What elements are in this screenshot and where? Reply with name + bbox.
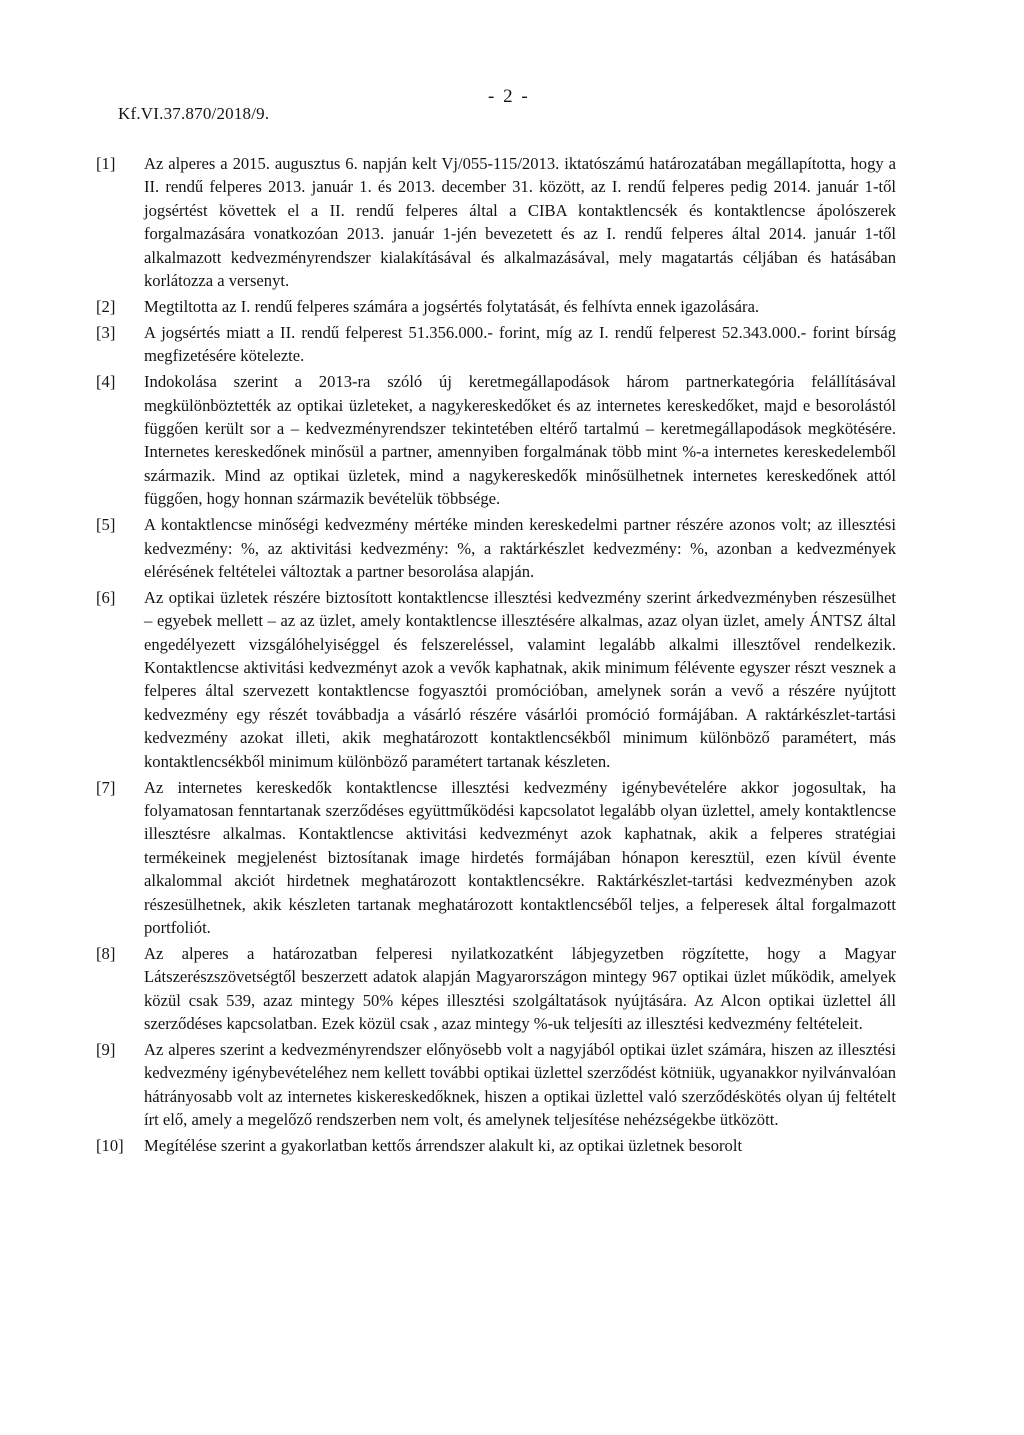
paragraph-number: [2] <box>96 296 116 316</box>
paragraph-text: Indokolása szerint a 2013-ra szóló új keretmegállapodások három partnerkategória felállításával megkülönböztették az optikai üzleteket, a nagykereskedőket és az internetes kereskedőket, majd e besorolástól függően került sor a – kedvezményrendszer tekintetében eltérő tartalmú – keretmegállapodások megkötésére. Internetes kereskedőnek minősül a partner, amennyiben forgalmának több mint %-a internetes kereskedelemből származik. Mind az optikai üzletek, mind a nagykereskedők minősülhetnek internetes kereskedőnek attól függően, hogy honnan származik bevételük többsége. <box>144 372 896 509</box>
case-number: Kf.VI.37.870/2018/9. <box>118 104 270 123</box>
paragraph-7 <box>96 776 896 940</box>
paragraph-10 <box>96 1134 896 1157</box>
paragraph-number: [6] <box>96 587 116 607</box>
paragraph-text: Megtiltotta az I. rendű felperes számára a jogsértés folytatását, és felhívta ennek igazolására. <box>144 296 760 316</box>
paragraph-list <box>96 152 896 1160</box>
paragraph-number: [4] <box>96 372 116 392</box>
paragraph-6 <box>96 586 896 773</box>
paragraph-number: [7] <box>96 777 116 797</box>
paragraph-number: [9] <box>96 1040 116 1060</box>
paragraph-text: Az alperes szerint a kedvezményrendszer előnyösebb volt a nagyjából optikai üzlet számára, hiszen az illesztési kedvezmény igénybevételéhez nem kellett további optikai üzlettel szerződést kötniük, ugyanakkor nyilvánvalóan hátrányosabb volt az internetes kiskereskedőknek, hiszen a optikai üzlettel való szerződéskötés olyan új feltételt írt elő, amely a megelőző rendszerben nem volt, és amelynek teljesítése nehézségekbe ütközött. <box>144 1040 896 1130</box>
paragraph-number: [5] <box>96 515 116 535</box>
paragraph-9 <box>96 1038 896 1132</box>
paragraph-2 <box>96 295 896 318</box>
paragraph-text: Az internetes kereskedők kontaktlencse illesztési kedvezmény igénybevételére akkor jogosultak, ha folyamatosan fenntartanak szerződéses együttműködési kapcsolatot legalább olyan üzlettel, amely kontaktlencse illesztésre alkalmas. Kontaktlencse aktivitási kedvezményt azok kaphatnak, akik a felperes stratégiai termékeinek megjelenést biztosítanak image hirdetés formájában hónapon keresztül, ezen kívül évente alkalommal akciót hirdetnek meghatározott kontaktlencsékre. Raktárkészlet-tartási kedvezményben azok részesülhetnek, akik készleten tartanak meghatározott kontaktlencséből teljes, a felperesek által forgalmazott portfoliót. <box>144 777 896 937</box>
paragraph-text: Az alperes a határozatban felperesi nyilatkozatként lábjegyzetben rögzítette, hogy a Magyar Látszerészszövetségtől beszerzett adatok alapján Magyarországon mintegy 967 optikai üzlet működik, amelyek közül csak 539, azaz mintegy 50% képes illesztési szolgáltatások nyújtására. Az Alcon optikai üzlettel áll szerződéses kapcsolatban. Ezek közül csak , azaz mintegy %-uk teljesíti az illesztési kedvezmény feltételeit. <box>144 943 896 1034</box>
paragraph-8 <box>96 942 896 1036</box>
paragraph-text: Az alperes a 2015. augusztus 6. napján kelt Vj/055-115/2013. iktatószámú határozatában megállapította, hogy a II. rendű felperes 2013. január 1. és 2013. december 31. között, az I. rendű felperes pedig 2014. január 1-től jogsértést követtek el a II. rendű felperes által a CIBA kontaktlencsék és kontaktlencse ápolószerek forgalmazására vonatkozóan 2013. január 1-jén bevezetett és az I. rendű felperes által 2014. január 1-től alkalmazott kedvezményrendszer kialakításával és alkalmazásával, mely magatartás céljában és hatásában korlátozza a versenyt. <box>144 154 896 291</box>
paragraph-number: [8] <box>96 943 116 963</box>
paragraph-5 <box>96 513 896 583</box>
page-number: - 2 - <box>488 86 530 107</box>
paragraph-3 <box>96 321 896 368</box>
paragraph-text: A jogsértés miatt a II. rendű felperest 51.356.000.- forint, míg az I. rendű felperest 52.343.000.- forint bírság megfizetésére kötelezte. <box>144 322 896 366</box>
paragraph-number: [1] <box>96 154 116 173</box>
paragraph-text: Az optikai üzletek részére biztosított kontaktlencse illesztési kedvezmény szerint árkedvezményben részesülhet – egyebek mellett – az az üzlet, amely kontaktlencse illesztésére alkalmas, azaz olyan üzlet, amely ÁNTSZ által engedélyezett vizsgálóhelyiséggel és felszereléssel, valamint legalább alkalmi illesztővel rendelkezik. Kontaktlencse aktivitási kedvezményt azok a vevők kaphatnak, akik minimum félévente egyszer részt vesznek a felperes által szervezett kontaktlencse fogyasztói promócióban, amelynek során a vevő a részére nyújtott kedvezmény egy részét továbbadja a vásárló részére vásárlói promóció formájában. A raktárkészlet-tartási kedvezmény azokat illeti, akik meghatározott kontaktlencsékből minimum különböző paramétert, más kontaktlencsékből minimum különböző paramétert tartanak készleten. <box>144 587 896 771</box>
paragraph-number: [10] <box>96 1136 124 1156</box>
paragraph-4 <box>96 370 896 510</box>
paragraph-text: A kontaktlencse minőségi kedvezmény mértéke minden kereskedelmi partner részére azonos volt; az illesztési kedvezmény: %, az aktivitási kedvezmény: %, a raktárkészlet kedvezmény: %, azonban a kedvezmények elérésének feltételei változtak a partner besorolása alapján. <box>144 515 896 581</box>
paragraph-1 <box>96 152 896 292</box>
paragraph-text: Megítélése szerint a gyakorlatban kettős árrendszer alakult ki, az optikai üzletnek besorolt <box>144 1136 743 1156</box>
paragraph-number: [3] <box>96 322 116 342</box>
